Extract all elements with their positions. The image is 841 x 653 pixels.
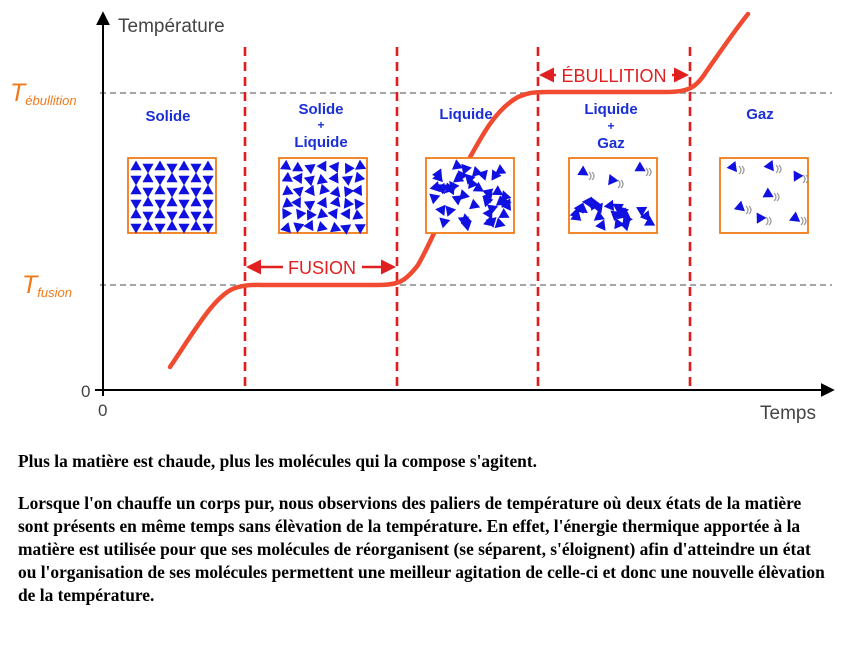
svg-text:+: + <box>317 118 325 132</box>
fusion-label: FUSION <box>287 258 357 278</box>
phase-gaz-title <box>746 106 774 123</box>
svg-text:Liquide: Liquide <box>584 101 638 118</box>
phase-liquide-gaz-title <box>584 101 637 152</box>
svg-text:Liquide: Liquide <box>294 134 348 151</box>
svg-text:Solide: Solide <box>145 108 191 125</box>
x-origin-label: 0 <box>98 401 108 420</box>
phase-solide-title <box>145 108 190 125</box>
explanation-text <box>18 450 828 626</box>
svg-text:Solide: Solide <box>298 101 344 118</box>
svg-text:Gaz: Gaz <box>597 135 625 152</box>
phase-solide-liquide-title <box>294 101 347 151</box>
x-axis-label: Temps <box>760 403 816 424</box>
t-fusion-label: $T_{fusion}$ <box>22 271 72 300</box>
ebullition-label: ÉBULLITION <box>561 66 667 86</box>
t-ebullition-label: $T_{ébullition}$ <box>10 79 77 108</box>
explanation-paragraph-1: Plus la matière est chaude, plus les molécules qui la compose s'agitent. <box>18 451 537 471</box>
svg-text:Gaz: Gaz <box>746 106 774 123</box>
explanation-paragraph-2: Lorsque l'on chauffe un corps pur, nous observions des paliers de température où deux états de la matière sont présents en même temps sans élèvation de la température. En effet, l'énergie thermique apportée à la matière est utilisée pour que ses molécules de réorganisent (se séparent, s'éloignent) afin d'atteindre un état ou l'organisation de ses molécules permettent une meilleur agitation de celle-ci et donc une nouvelle élèvation de la température. <box>18 493 825 605</box>
y-axis-label: Température <box>118 16 225 37</box>
svg-text:Liquide: Liquide <box>439 106 493 123</box>
y-origin-label: 0 <box>81 382 91 401</box>
svg-text:+: + <box>607 119 615 133</box>
phase-liquide-title <box>439 106 492 123</box>
